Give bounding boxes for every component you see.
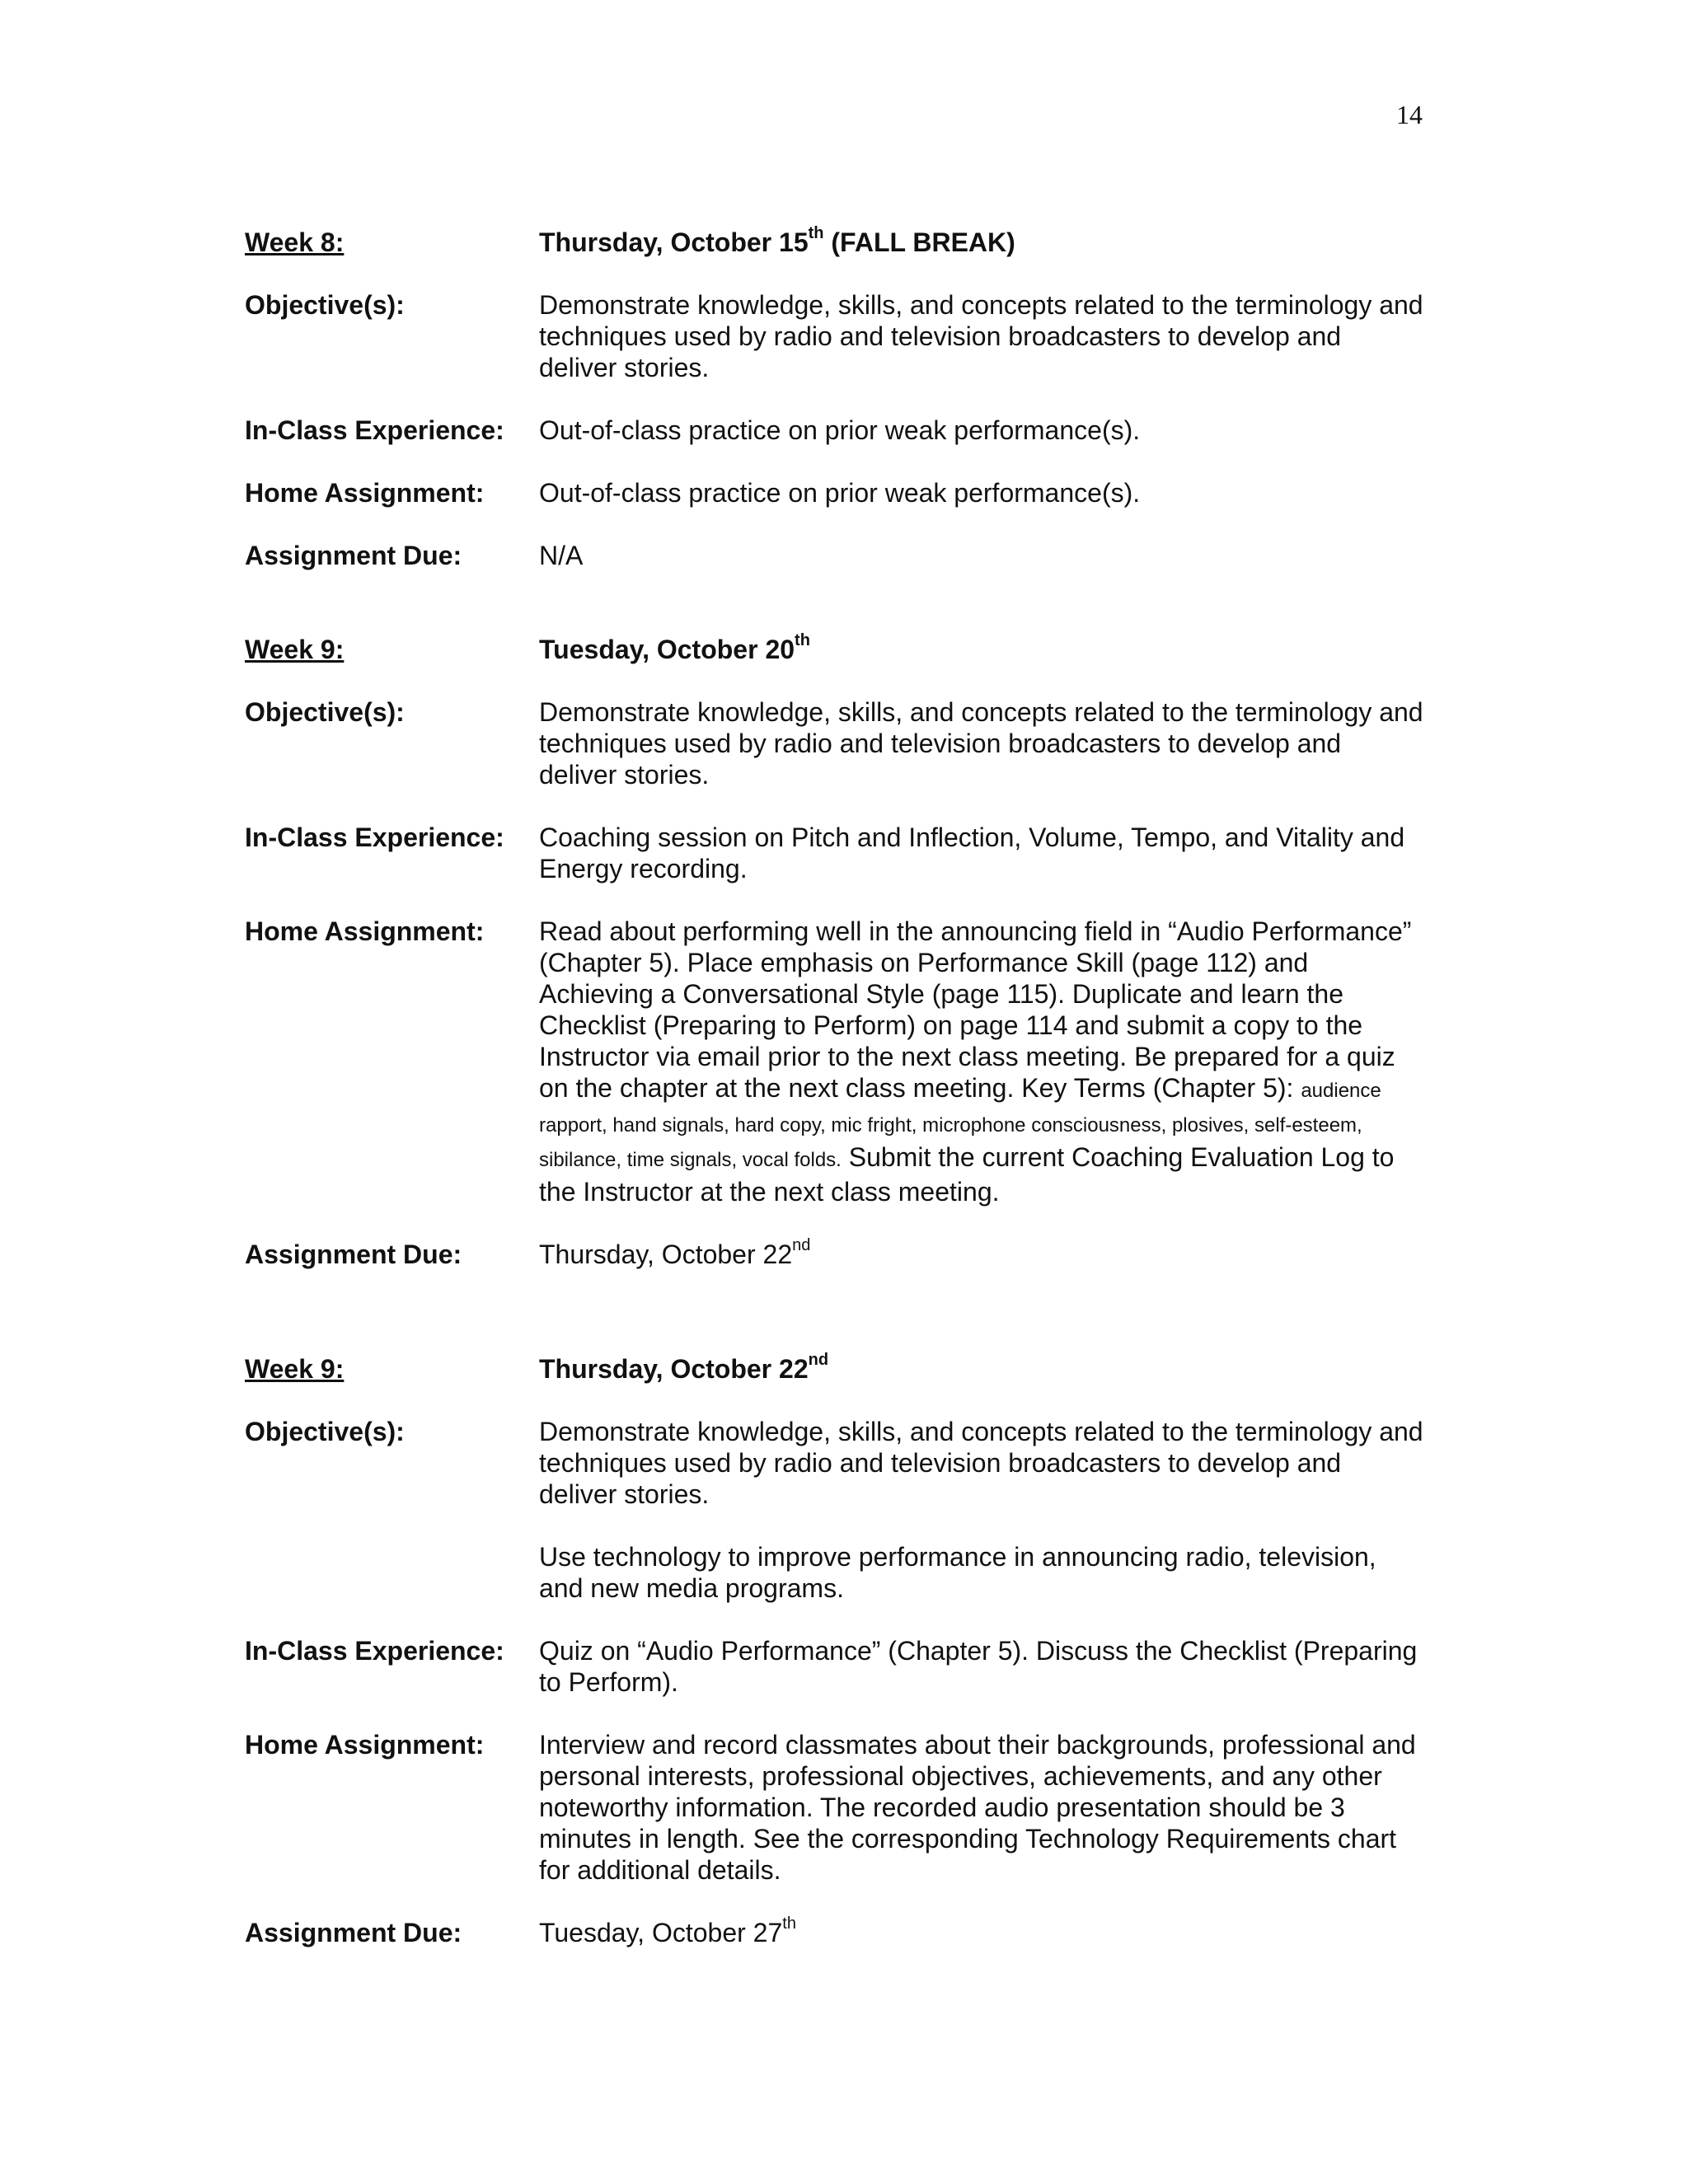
key-terms-list: audience rapport, hand signals, hard copy, mic fright, microphone consciousness, plosives, self-esteem, sibilance, time signals, vocal folds. [539, 1080, 1381, 1171]
objective-row [245, 696, 1423, 790]
home-assignment-label: Home Assignment: [245, 916, 485, 946]
week-8-section [245, 224, 1423, 571]
in-class-row [245, 822, 1423, 884]
objective-text-2: Use technology to improve performance in announcing radio, television, and new media programs. [539, 1542, 1376, 1603]
week-label: Week 9: [245, 1354, 345, 1384]
in-class-text: Coaching session on Pitch and Inflection, Volume, Tempo, and Vitality and Energy recording. [539, 823, 1405, 883]
objective-text: Demonstrate knowledge, skills, and concepts related to the terminology and techniques used by radio and television broadcasters to develop and deliver stories. Use technology to improve performance in announcing radio, television, and new media programs. [539, 1417, 1423, 1603]
week-label: Week 9: [245, 635, 345, 664]
week-heading-row [245, 224, 1423, 258]
week-heading-row [245, 1353, 1423, 1385]
assignment-due-text: N/A [539, 541, 584, 570]
home-assignment-text: Out-of-class practice on prior weak performance(s). [539, 478, 1141, 508]
assignment-due-label: Assignment Due: [245, 1918, 462, 1947]
week-date: Thursday, October 22nd [539, 1351, 829, 1384]
in-class-text: Out-of-class practice on prior weak performance(s). [539, 415, 1141, 445]
objective-label: Objective(s): [245, 290, 405, 320]
week-date: Thursday, October 15th (FALL BREAK) [539, 224, 1015, 257]
home-assignment-label: Home Assignment: [245, 478, 485, 508]
assignment-due-label: Assignment Due: [245, 1240, 462, 1269]
home-assignment-row [245, 1729, 1423, 1886]
home-assignment-label: Home Assignment: [245, 1730, 485, 1760]
week-9-tuesday-section [245, 631, 1423, 1270]
home-assignment-text: Interview and record classmates about their backgrounds, professional and personal interests, professional objectives, achievements, and any other noteworthy information. The recorded audio presentation should be 3 minutes in length. See the corresponding Technology Requirements chart for additional details. [539, 1730, 1416, 1885]
week-heading-row [245, 631, 1423, 665]
assignment-due-text: Thursday, October 22nd [539, 1236, 811, 1269]
assignment-due-text: Tuesday, October 27th [539, 1915, 796, 1947]
in-class-label: In-Class Experience: [245, 1636, 504, 1666]
home-assignment-row [245, 477, 1423, 509]
assignment-due-row [245, 1917, 1423, 1948]
objective-text: Demonstrate knowledge, skills, and concepts related to the terminology and techniques used by radio and television broadcasters to develop and deliver stories. [539, 697, 1423, 790]
objective-row [245, 1416, 1423, 1604]
objective-label: Objective(s): [245, 1417, 405, 1446]
week-9-thursday-section [245, 1353, 1423, 1948]
in-class-label: In-Class Experience: [245, 823, 504, 852]
home-assignment-row [245, 916, 1423, 1207]
objective-label: Objective(s): [245, 697, 405, 727]
in-class-text: Quiz on “Audio Performance” (Chapter 5). Discuss the Checklist (Preparing to Perform). [539, 1636, 1418, 1697]
assignment-due-row [245, 1236, 1423, 1270]
week-label: Week 8: [245, 227, 345, 257]
in-class-row [245, 415, 1423, 446]
in-class-label: In-Class Experience: [245, 415, 504, 445]
assignment-due-row [245, 540, 1423, 571]
home-assignment-text: Read about performing well in the announcing field in “Audio Performance” (Chapter 5). Place emphasis on Performance Skill (page 112) and Achieving a Conversational Style (page 115). Duplicate and learn the Checklist (Preparing to Perform) on page 114 and submit a copy to the Instructor via email prior to the next class meeting. Be prepared for a quiz on the chapter at the next class meeting. Key Terms (Chapter 5): audience rapport, hand signals, hard copy, mic fright, microphone consciousness, plosives, self-esteem, sibilance, time signals, vocal folds. Submit the current Coaching Evaluation Log to the Instructor at the next class meeting. [539, 916, 1412, 1207]
assignment-due-label: Assignment Due: [245, 541, 462, 570]
objective-text: Demonstrate knowledge, skills, and concepts related to the terminology and techniques used by radio and television broadcasters to develop and deliver stories. [539, 290, 1423, 382]
week-date: Tuesday, October 20th [539, 631, 810, 664]
objective-row [245, 289, 1423, 383]
in-class-row [245, 1635, 1423, 1698]
page-number: 14 [1396, 100, 1423, 129]
